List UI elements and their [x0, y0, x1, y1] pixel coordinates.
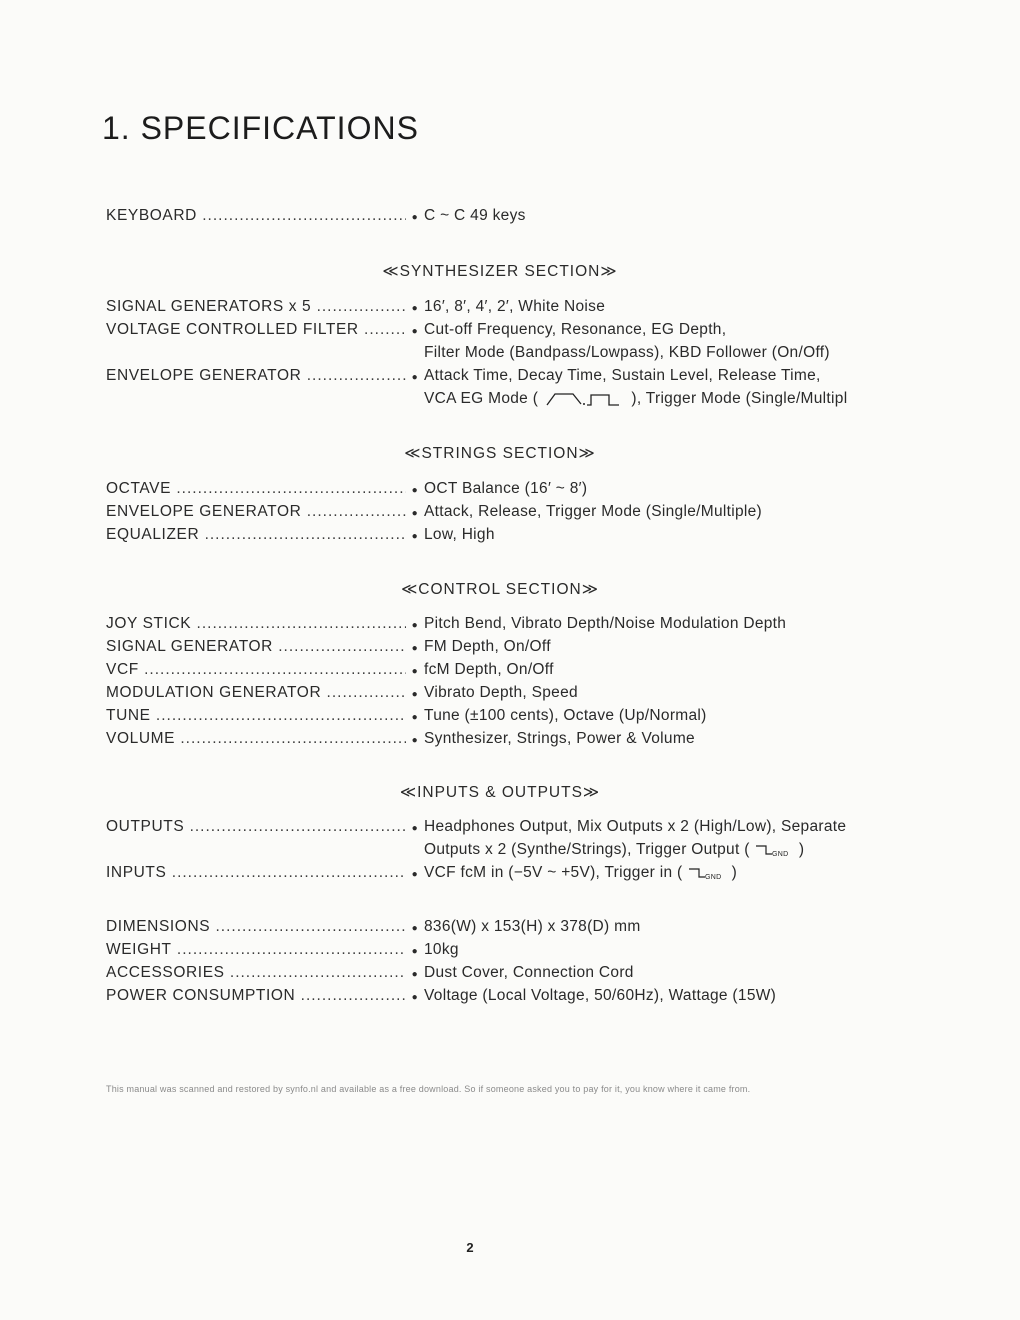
spec-label: VCF ..... — [106, 661, 406, 679]
page-number: 2 — [466, 1240, 474, 1255]
section-heading-control: ≪CONTROL SECTION≫ — [401, 581, 599, 598]
spec-label: DIMENSIONS ..... — [106, 918, 406, 936]
spec-value: Low, High — [424, 526, 495, 543]
spec-label: INPUTS ..... — [106, 864, 406, 882]
spec-row-vcf — [106, 321, 906, 343]
bullet-icon: ● — [411, 212, 419, 223]
spec-row-vcf-continued — [106, 344, 906, 366]
inputs-close-paren: ) — [731, 864, 738, 881]
spec-row-keyboard — [106, 207, 906, 229]
spec-value-continued: Filter Mode (Bandpass/Lowpass), KBD Follower (On/Off) — [424, 344, 830, 361]
spec-value: Synthesizer, Strings, Power & Volume — [424, 730, 695, 747]
spec-label: ENVELOPE GENERATOR ..... — [106, 503, 406, 521]
spec-value: Dust Cover, Connection Cord — [424, 964, 634, 981]
spec-row-outputs-continued — [106, 841, 906, 863]
ground-trigger-icon — [687, 866, 727, 880]
section-heading-inputs-outputs: ≪INPUTS & OUTPUTS≫ — [399, 784, 601, 801]
spec-row-tune — [106, 707, 906, 729]
spec-row-accessories — [106, 964, 906, 986]
spec-label: VOLUME ..... — [106, 730, 406, 748]
spec-value-continued — [424, 841, 804, 859]
trigger-mode-text: ), Trigger Mode (Single/Multipl — [631, 390, 848, 407]
spec-label: ENVELOPE GENERATOR ..... — [106, 367, 406, 385]
spec-value: Vibrato Depth, Speed — [424, 684, 578, 701]
bullet-icon: ● — [411, 303, 419, 314]
inputs-text: VCF fcM in (−5V ~ +5V), Trigger in ( — [424, 864, 683, 881]
footer-note: This manual was scanned and restored by synfo.nl and available as a free download. So if someone asked you to pay for it, you know where it came from. — [106, 1084, 751, 1094]
spec-row-control-vcf — [106, 661, 906, 683]
section-heading-strings: ≪STRINGS SECTION≫ — [404, 445, 596, 462]
spec-value: Voltage (Local Voltage, 50/60Hz), Wattage (15W) — [424, 987, 777, 1004]
spec-row-control-signal-generator — [106, 638, 906, 660]
bullet-icon: ● — [411, 712, 419, 723]
spec-label: SIGNAL GENERATOR ..... — [106, 638, 406, 656]
spec-label: TUNE ..... — [106, 707, 406, 725]
section-heading-synthesizer: ≪SYNTHESIZER SECTION≫ — [382, 263, 618, 280]
spec-label: OUTPUTS ..... — [106, 818, 406, 836]
spec-row-envelope-generator — [106, 367, 906, 389]
bullet-icon: ● — [411, 992, 419, 1003]
spec-label: JOY STICK ..... — [106, 615, 406, 633]
spec-label: SIGNAL GENERATORS x 5 ..... — [106, 298, 406, 316]
spec-value: FM Depth, On/Off — [424, 638, 551, 655]
spec-label: EQUALIZER ..... — [106, 526, 406, 544]
bullet-icon: ● — [411, 666, 419, 677]
spec-label: OCTAVE ..... — [106, 480, 406, 498]
spec-row-weight — [106, 941, 906, 963]
bullet-icon: ● — [411, 923, 419, 934]
spec-value: Attack Time, Decay Time, Sustain Level, Release Time, — [424, 367, 821, 384]
spec-label: KEYBOARD ..... — [106, 207, 406, 225]
bullet-icon: ● — [411, 372, 419, 383]
bullet-icon: ● — [411, 869, 419, 880]
gnd-label: GND — [705, 873, 722, 880]
bullet-icon: ● — [411, 643, 419, 654]
spec-value: fcM Depth, On/Off — [424, 661, 554, 678]
bullet-icon: ● — [411, 969, 419, 980]
bullet-icon: ● — [411, 689, 419, 700]
outputs-text: Outputs x 2 (Synthe/Strings), Trigger Output ( — [424, 841, 750, 858]
spec-row-strings-envelope — [106, 503, 906, 525]
spec-value: Cut-off Frequency, Resonance, EG Depth, — [424, 321, 727, 338]
spec-value: Tune (±100 cents), Octave (Up/Normal) — [424, 707, 707, 724]
spec-row-octave — [106, 480, 906, 502]
spec-row-joystick — [106, 615, 906, 637]
spec-value: Attack, Release, Trigger Mode (Single/Multiple) — [424, 503, 763, 520]
spec-value: OCT Balance (16′ ~ 8′) — [424, 480, 588, 497]
spec-row-modulation-generator — [106, 684, 906, 706]
page-title: 1. SPECIFICATIONS — [102, 110, 419, 146]
bullet-icon: ● — [411, 735, 419, 746]
spec-label: POWER CONSUMPTION ..... — [106, 987, 406, 1005]
spec-value: C ~ C 49 keys — [424, 207, 526, 224]
spec-label: VOLTAGE CONTROLLED FILTER ..... — [106, 321, 406, 339]
spec-row-dimensions — [106, 918, 906, 940]
spec-row-signal-generators — [106, 298, 906, 320]
bullet-icon: ● — [411, 485, 419, 496]
spec-label: ACCESSORIES ..... — [106, 964, 406, 982]
outputs-close-paren: ) — [798, 841, 805, 858]
gnd-label: GND — [772, 850, 789, 857]
spec-value-continued — [424, 390, 847, 408]
bullet-icon: ● — [411, 508, 419, 519]
spec-row-envelope-generator-continued — [106, 390, 906, 412]
spec-row-equalizer — [106, 526, 906, 548]
spec-row-volume — [106, 730, 906, 752]
spec-value: 10kg — [424, 941, 459, 958]
bullet-icon: ● — [411, 531, 419, 542]
bullet-icon: ● — [411, 620, 419, 631]
ground-trigger-icon — [754, 843, 794, 857]
spec-row-inputs — [106, 864, 906, 886]
spec-value: Headphones Output, Mix Outputs x 2 (High/Low), Separate — [424, 818, 847, 835]
spec-row-power-consumption — [106, 987, 906, 1009]
spec-row-outputs — [106, 818, 906, 840]
spec-label: MODULATION GENERATOR ..... — [106, 684, 406, 702]
bullet-icon: ● — [411, 823, 419, 834]
vca-eg-mode-text: VCA EG Mode ( — [424, 390, 539, 407]
envelope-shape-icon — [543, 391, 627, 407]
spec-value — [424, 864, 737, 882]
spec-label: WEIGHT ..... — [106, 941, 406, 959]
spec-value: Pitch Bend, Vibrato Depth/Noise Modulation Depth — [424, 615, 787, 632]
spec-value: 836(W) x 153(H) x 378(D) mm — [424, 918, 641, 935]
bullet-icon: ● — [411, 326, 419, 337]
bullet-icon: ● — [411, 946, 419, 957]
spec-value: 16′, 8′, 4′, 2′, White Noise — [424, 298, 606, 315]
